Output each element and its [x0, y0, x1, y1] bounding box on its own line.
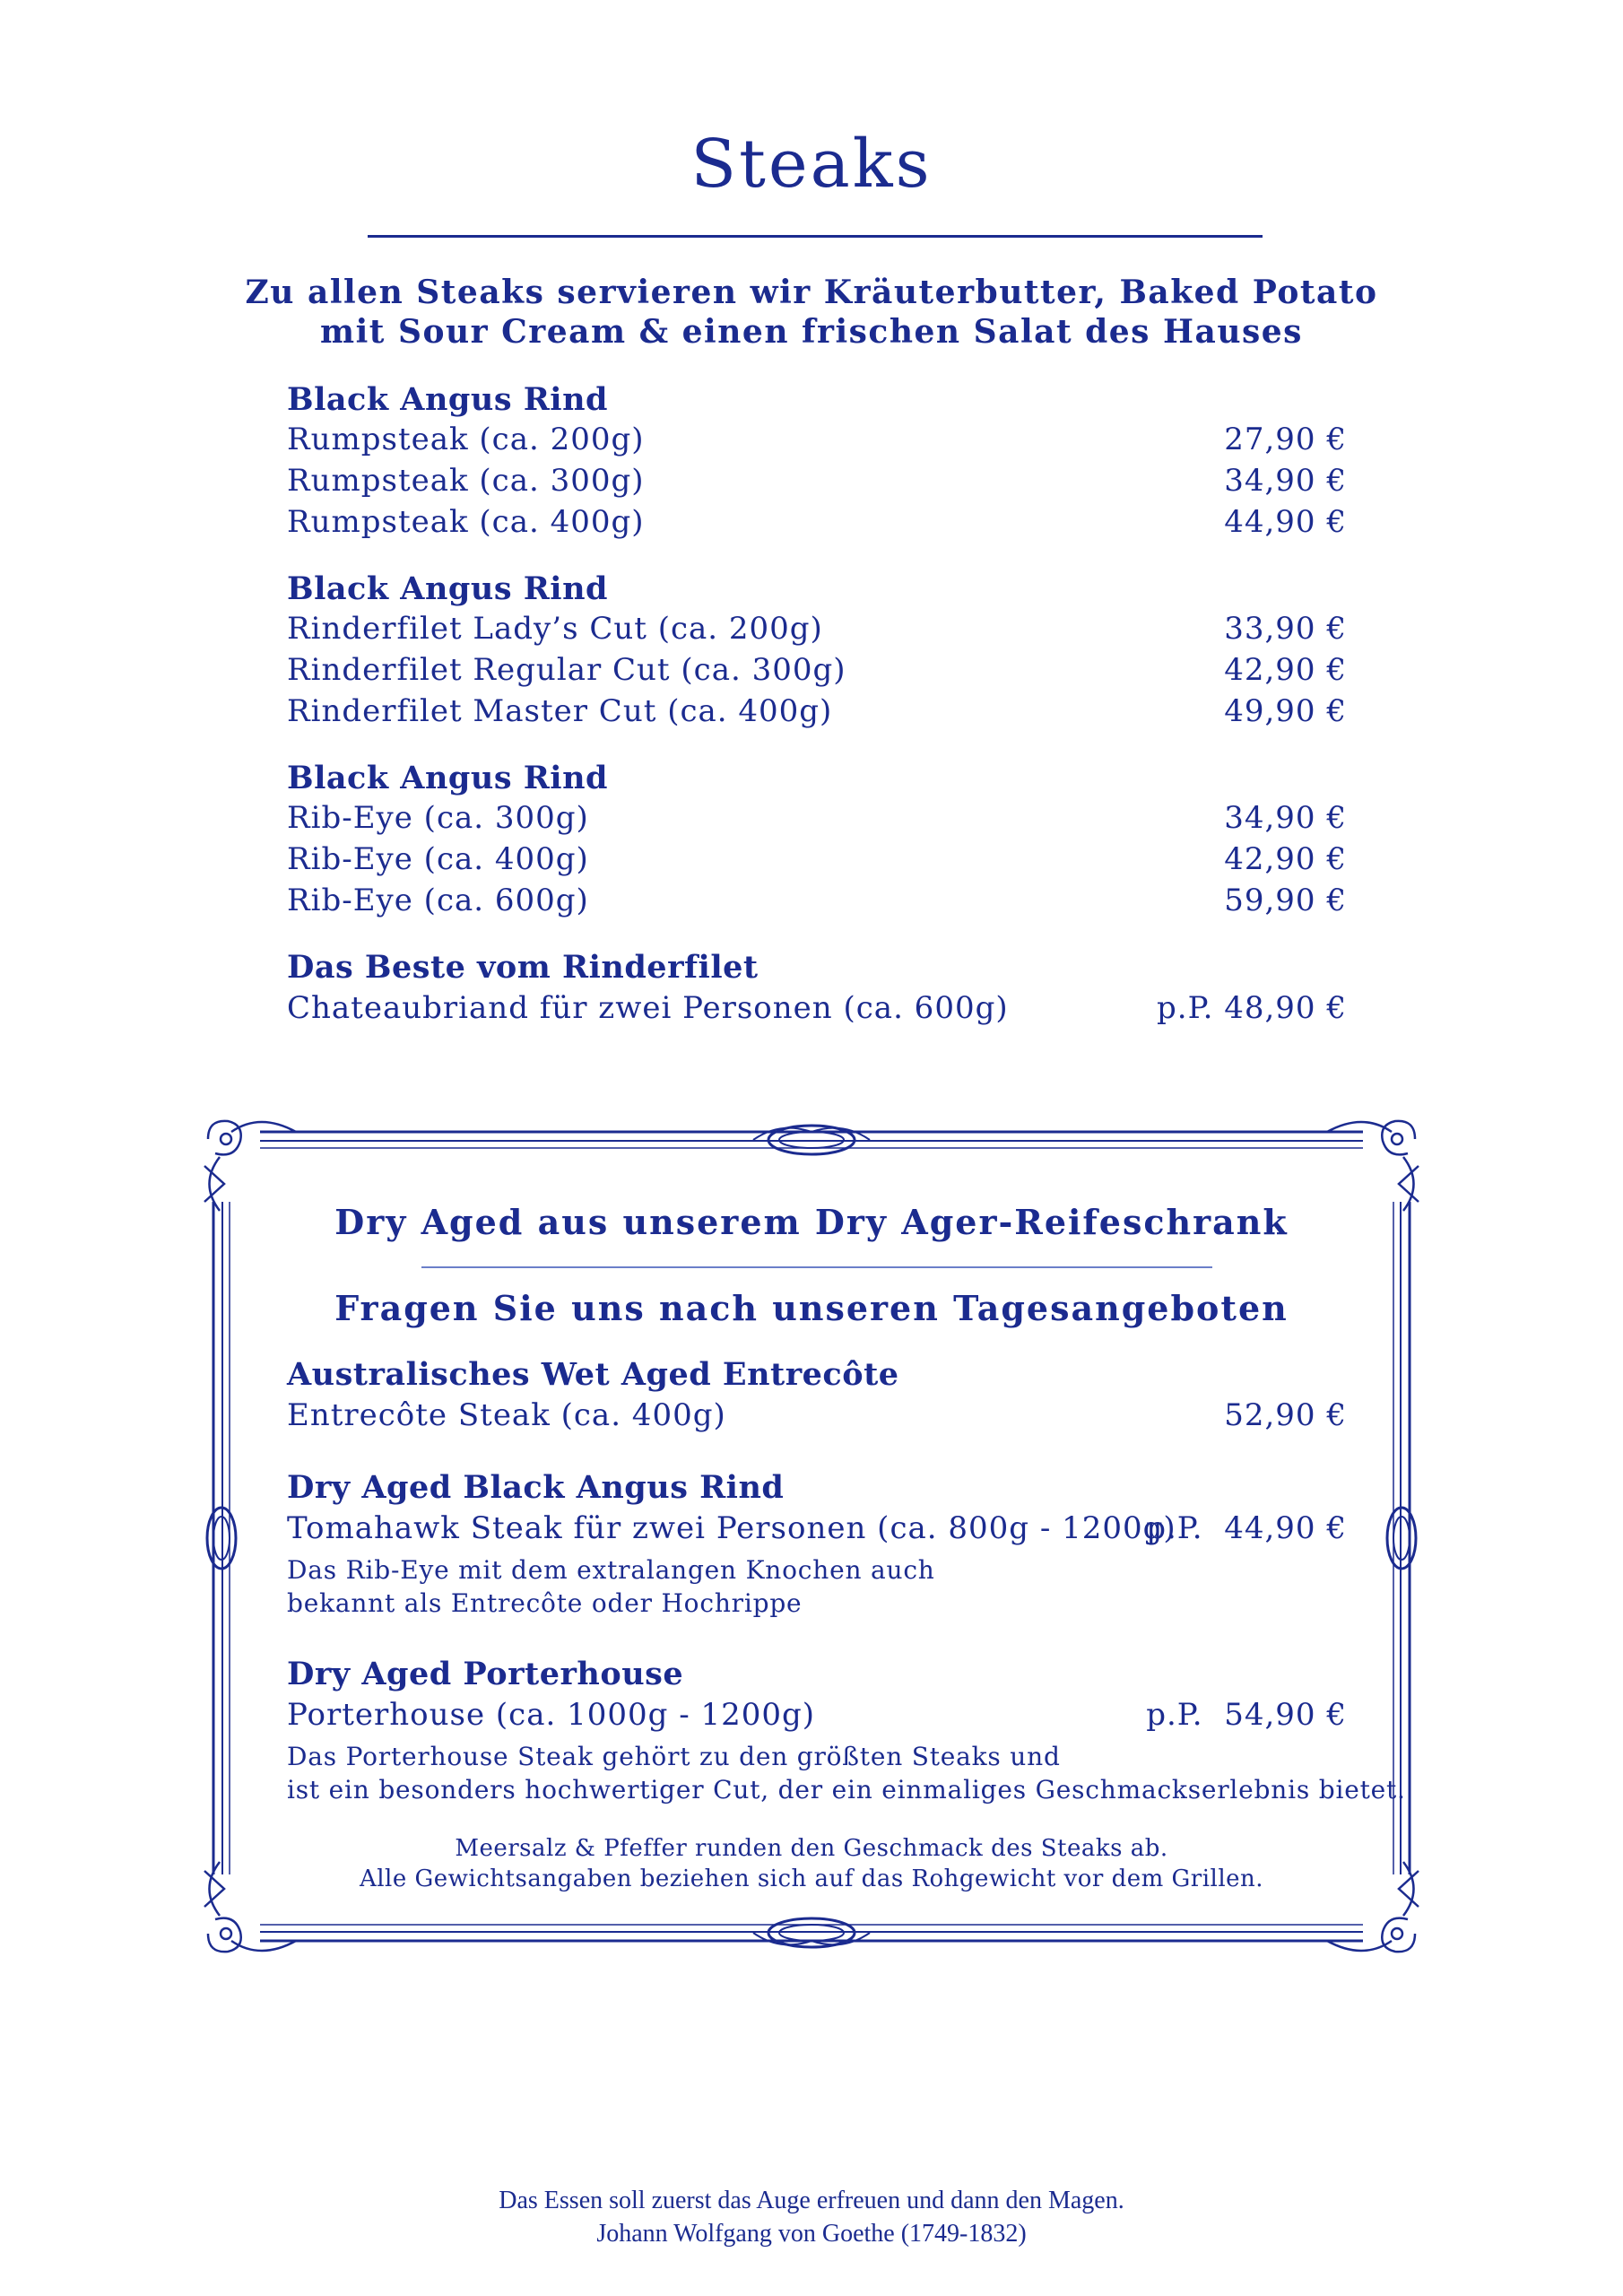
item-price: 44,90 €: [1224, 504, 1347, 540]
intro-line-2: mit Sour Cream & einen frischen Salat des Hauses: [320, 313, 1303, 351]
item-name: Tomahawk Steak für zwei Personen (ca. 800g - 1200g): [287, 1510, 1176, 1546]
item-note: ist ein besonders hochwertiger Cut, der ein einmaliges Geschmackserlebnis bietet.: [287, 1775, 1406, 1805]
item-name: Rinderfilet Regular Cut (ca. 300g): [287, 652, 846, 688]
item-price: 34,90 €: [1224, 463, 1347, 499]
item-note: Das Rib-Eye mit dem extralangen Knochen auch: [287, 1555, 935, 1585]
item-price: 52,90 €: [1224, 1397, 1347, 1433]
menu-item: [287, 1697, 1347, 1733]
menu-item: [287, 1397, 1347, 1433]
dry-aged-title: Dry Aged aus unserem Dry Ager-Reifeschrank: [334, 1202, 1289, 1242]
item-name: Rinderfilet Master Cut (ca. 400g): [287, 693, 833, 729]
item-name: Rumpsteak (ca. 200g): [287, 422, 645, 457]
footnote-line-2: Alle Gewichtsangaben beziehen sich auf das Rohgewicht vor dem Grillen.: [359, 1866, 1264, 1892]
dry-aged-subtitle: Fragen Sie uns nach unseren Tagesangeboten: [334, 1288, 1289, 1328]
item-name: Rib-Eye (ca. 600g): [287, 883, 589, 918]
page-title: Steaks: [690, 126, 933, 203]
category-heading: Black Angus Rind: [287, 570, 609, 607]
item-name: Rib-Eye (ca. 400g): [287, 841, 589, 877]
item-price: p.P. 44,90 €: [1146, 1510, 1347, 1546]
item-name: Rumpsteak (ca. 400g): [287, 504, 645, 540]
item-price: p.P. 54,90 €: [1146, 1697, 1347, 1733]
item-note: Das Porterhouse Steak gehört zu den größten Steaks und: [287, 1742, 1061, 1771]
item-name: Rinderfilet Lady’s Cut (ca. 200g): [287, 611, 823, 647]
quote-text: Das Essen soll zuerst das Auge erfreuen und dann den Magen.: [499, 2187, 1124, 2214]
category-heading: Das Beste vom Rinderfilet: [287, 949, 759, 986]
category-heading: Australisches Wet Aged Entrecôte: [287, 1356, 899, 1393]
item-price: 49,90 €: [1224, 693, 1347, 729]
dry-aged-divider: [421, 1266, 1212, 1268]
item-price: 59,90 €: [1224, 883, 1347, 918]
category-heading: Dry Aged Porterhouse: [287, 1656, 684, 1692]
category-heading: Black Angus Rind: [287, 381, 609, 418]
item-price: 34,90 €: [1224, 800, 1347, 836]
intro-line-1: Zu allen Steaks servieren wir Kräuterbutter, Baked Potato: [245, 274, 1378, 311]
item-name: Chateaubriand für zwei Personen (ca. 600g): [287, 990, 1009, 1026]
item-price: 42,90 €: [1224, 841, 1347, 877]
item-price: 27,90 €: [1224, 422, 1347, 457]
item-name: Rib-Eye (ca. 300g): [287, 800, 589, 836]
category-heading: Dry Aged Black Angus Rind: [287, 1469, 785, 1506]
footnote-line-1: Meersalz & Pfeffer runden den Geschmack des Steaks ab.: [455, 1835, 1168, 1862]
item-note: bekannt als Entrecôte oder Hochrippe: [287, 1588, 803, 1618]
item-price: p.P. 48,90 €: [1157, 990, 1347, 1026]
quote-author: Johann Wolfgang von Goethe (1749-1832): [596, 2220, 1027, 2248]
item-name: Porterhouse (ca. 1000g - 1200g): [287, 1697, 816, 1733]
item-price: 33,90 €: [1224, 611, 1347, 647]
item-name: Rumpsteak (ca. 300g): [287, 463, 645, 499]
item-price: 42,90 €: [1224, 652, 1347, 688]
category-heading: Black Angus Rind: [287, 760, 609, 796]
menu-item: [287, 1510, 1347, 1546]
item-name: Entrecôte Steak (ca. 400g): [287, 1397, 726, 1433]
